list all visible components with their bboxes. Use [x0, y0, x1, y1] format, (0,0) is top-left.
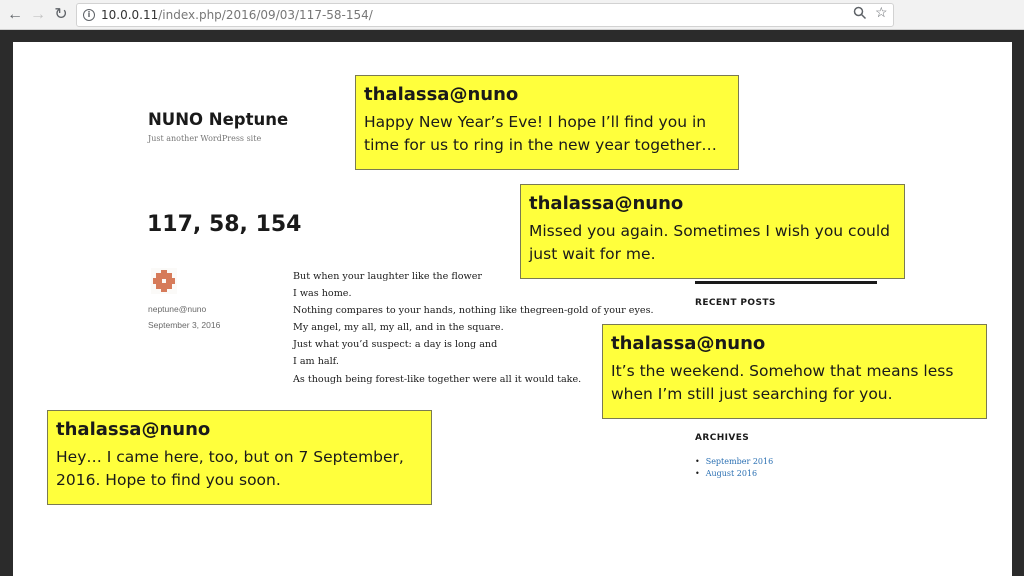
reload-icon[interactable]: ↻ [54, 6, 68, 23]
site-title[interactable]: NUNO Neptune [148, 110, 289, 129]
archives-heading: ARCHIVES [695, 433, 750, 443]
url-host: 10.0.0.11 [101, 8, 159, 22]
note-missed-you [520, 184, 905, 279]
url-path: /index.php/2016/09/03/117-58-154/ [158, 8, 373, 22]
poem-line: I am half. [293, 356, 339, 368]
poem-line: Nothing compares to your hands, nothing like thegreen-gold of your eyes. [293, 305, 654, 317]
poem-line: But when your laughter like the flower [293, 271, 482, 282]
post-body [293, 268, 654, 388]
note-author: thalassa@nuno [529, 193, 684, 214]
post-author[interactable]: neptune@nuno [148, 304, 207, 314]
author-avatar [151, 268, 177, 294]
site-tagline: Just another WordPress site [148, 134, 262, 143]
sidebar-divider [695, 281, 877, 284]
bullet-icon: • [695, 469, 700, 478]
note-text: Hey… I came here, too, but on 7 September, 2016. Hope to find you soon. [56, 448, 404, 489]
browser-toolbar [0, 0, 1024, 30]
info-icon[interactable]: i [83, 9, 95, 21]
note-weekend [602, 324, 987, 419]
archive-item [695, 456, 773, 468]
address-bar[interactable] [76, 3, 894, 27]
note-text: Missed you again. Sometimes I wish you could just wait for me. [529, 222, 891, 263]
note-author: thalassa@nuno [56, 419, 211, 440]
poem-line: I was home. [293, 288, 352, 300]
poem-line: My angel, my all, my all, and in the square. [293, 322, 504, 334]
note-new-years-eve [355, 75, 739, 170]
avatar-identicon [151, 268, 177, 294]
note-author: thalassa@nuno [364, 84, 519, 105]
zoom-icon[interactable] [853, 6, 867, 23]
post-title: 117, 58, 154 [147, 212, 302, 237]
forward-arrow-icon[interactable]: → [30, 6, 46, 23]
note-came-here-too [47, 410, 432, 505]
bullet-icon: • [695, 457, 700, 466]
bookmark-star-icon[interactable]: ☆ [875, 4, 888, 20]
archives-list [695, 456, 773, 480]
archive-item [695, 468, 773, 480]
archive-link-september-2016[interactable]: September 2016 [705, 457, 774, 466]
archive-link-august-2016[interactable]: August 2016 [705, 469, 758, 478]
note-text: Happy New Year’s Eve! I hope I’ll find you in time for us to ring in the new year together… [364, 113, 717, 154]
note-text: It’s the weekend. Somehow that means less when I’m still just searching for you. [611, 362, 954, 403]
poem-line: Just what you’d suspect: a day is long and [293, 339, 498, 351]
url-text[interactable] [101, 8, 373, 22]
back-arrow-icon[interactable]: ← [7, 6, 23, 23]
post-date[interactable]: September 3, 2016 [148, 320, 221, 330]
poem-line: As though being forest-like together were all it would take. [293, 373, 582, 385]
note-author: thalassa@nuno [611, 333, 766, 354]
recent-posts-heading: RECENT POSTS [695, 298, 776, 308]
